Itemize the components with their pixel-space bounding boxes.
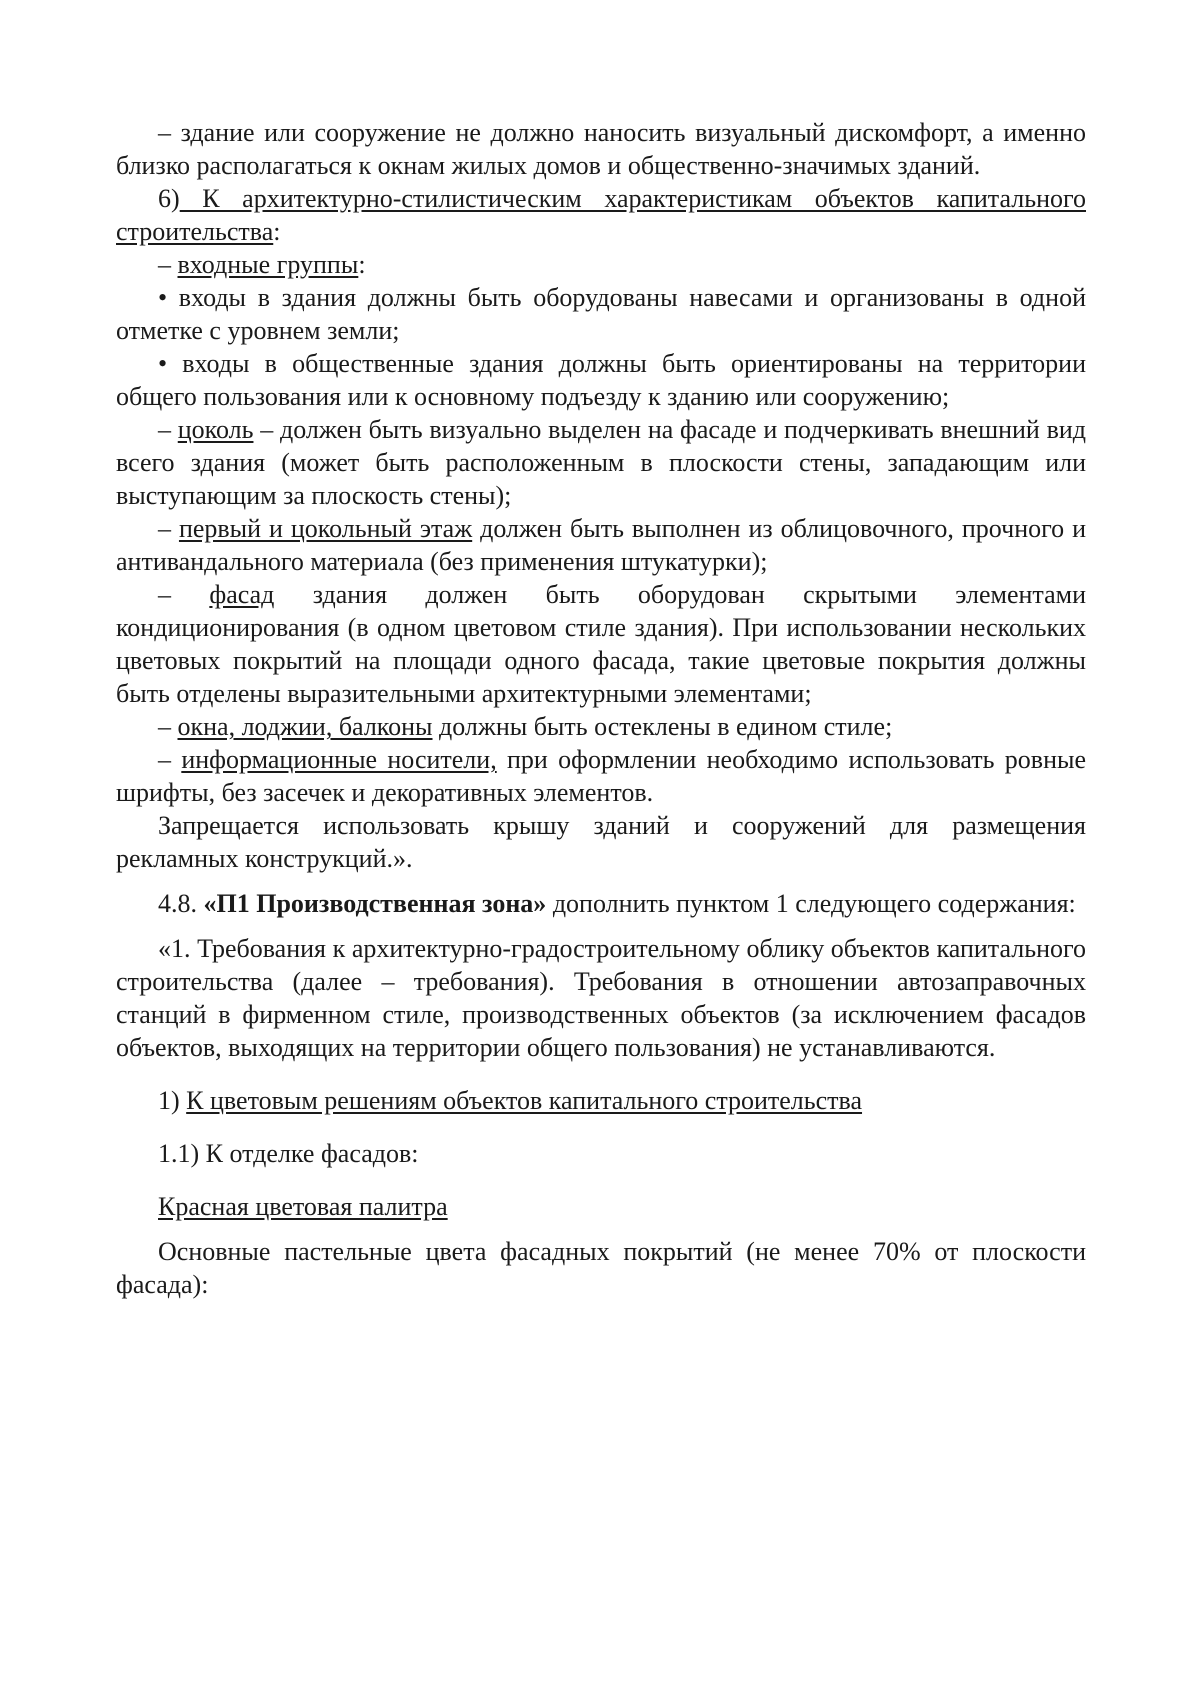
paragraph-6-heading: К архитектурно-стилистическим характеристикам объектов капитального строительства (116, 184, 1086, 246)
item-plinth (116, 413, 1086, 512)
item-ground-floor (116, 512, 1086, 578)
paragraph-requirements-1: «1. Требования к архитектурно-градостроительному облику объектов капитального строительства (далее – требования). Требования в отношении автозаправочных станций в фирменном стиле, производственных объектов (за исключением фасадов объектов, выходящих на территории общего пользования) не устанавливаются. (116, 934, 1086, 1062)
paragraph-roof-advertising-ban: Запрещается использовать крышу зданий и сооружений для размещения рекламных конструкций.». (116, 811, 1086, 873)
plinth-term: цоколь (177, 415, 254, 444)
entrance-groups-colon: : (358, 250, 366, 279)
paragraph-facade-finishing: 1.1) К отделке фасадов: (158, 1139, 419, 1168)
item-information-carriers (116, 743, 1086, 809)
windows-text: должны быть остеклены в едином стиле; (432, 712, 893, 741)
dash-marker: – (158, 415, 178, 444)
paragraph-6-colon: : (273, 217, 281, 246)
dash-marker: – (158, 250, 178, 279)
item-windows (116, 710, 1086, 743)
production-zone-title: «П1 Производственная зона» (203, 889, 547, 918)
bullet-public-building-entrances: • входы в общественные здания должны быть ориентированы на территории общего пользования или к основному подъезду к зданию или сооружению; (116, 349, 1086, 411)
ground-floor-term: первый и цокольный этаж (178, 514, 473, 543)
item-facade (116, 578, 1086, 710)
paragraph-6-architectural-characteristics (116, 182, 1086, 248)
paragraph-6-number: 6) (158, 184, 180, 213)
facade-term: фасад (209, 580, 275, 609)
color-solutions-number: 1) (158, 1086, 187, 1115)
paragraph-visual-discomfort: – здание или сооружение не должно наносить визуальный дискомфорт, а именно близко располагаться к окнам жилых домов и общественно-значимых зданий. (116, 118, 1086, 180)
information-carriers-term: информационные носители, (181, 745, 497, 774)
paragraph-4-8-number: 4.8. (158, 889, 204, 918)
information-carriers-text: при оформлении необходимо использовать ровные шрифты, без засечек и декоративных элементов. (116, 745, 1086, 807)
item-entrance-groups (116, 248, 1086, 281)
document-body (116, 116, 1086, 1301)
paragraph-red-palette (116, 1190, 1086, 1223)
paragraph-pastel-colors: Основные пастельные цвета фасадных покрытий (не менее 70% от плоскости фасада): (116, 1237, 1086, 1299)
paragraph-4-8-text: дополнить пунктом 1 следующего содержания: (546, 889, 1076, 918)
paragraph-4-8 (116, 887, 1086, 920)
dash-marker: – (158, 712, 178, 741)
dash-marker: – (158, 745, 182, 774)
dash-marker: – (158, 580, 210, 609)
plinth-text: – должен быть визуально выделен на фасаде и подчеркивать внешний вид всего здания (может быть расположенным в плоскости стены, западающим или выступающим за плоскость стены); (116, 415, 1086, 510)
dash-marker: – (158, 514, 179, 543)
entrance-groups-term: входные группы (177, 250, 359, 279)
ground-floor-text: должен быть выполнен из облицовочного, прочного и антивандального материала (без применения штукатурки); (116, 514, 1086, 576)
bullet-entrances-canopies: • входы в здания должны быть оборудованы навесами и организованы в одной отметке с уровнем земли; (116, 283, 1086, 345)
color-solutions-heading: К цветовым решениям объектов капитального строительства (186, 1086, 863, 1115)
red-palette-heading: Красная цветовая палитра (158, 1192, 448, 1221)
facade-text: здания должен быть оборудован скрытыми элементами кондиционирования (в одном цветовом стиле здания). При использовании нескольких цветовых покрытий на площади одного фасада, такие цветовые покрытия должны быть отделены выразительными архитектурными элементами; (116, 580, 1086, 708)
windows-term: окна, лоджии, балконы (177, 712, 433, 741)
paragraph-color-solutions (116, 1084, 1086, 1117)
